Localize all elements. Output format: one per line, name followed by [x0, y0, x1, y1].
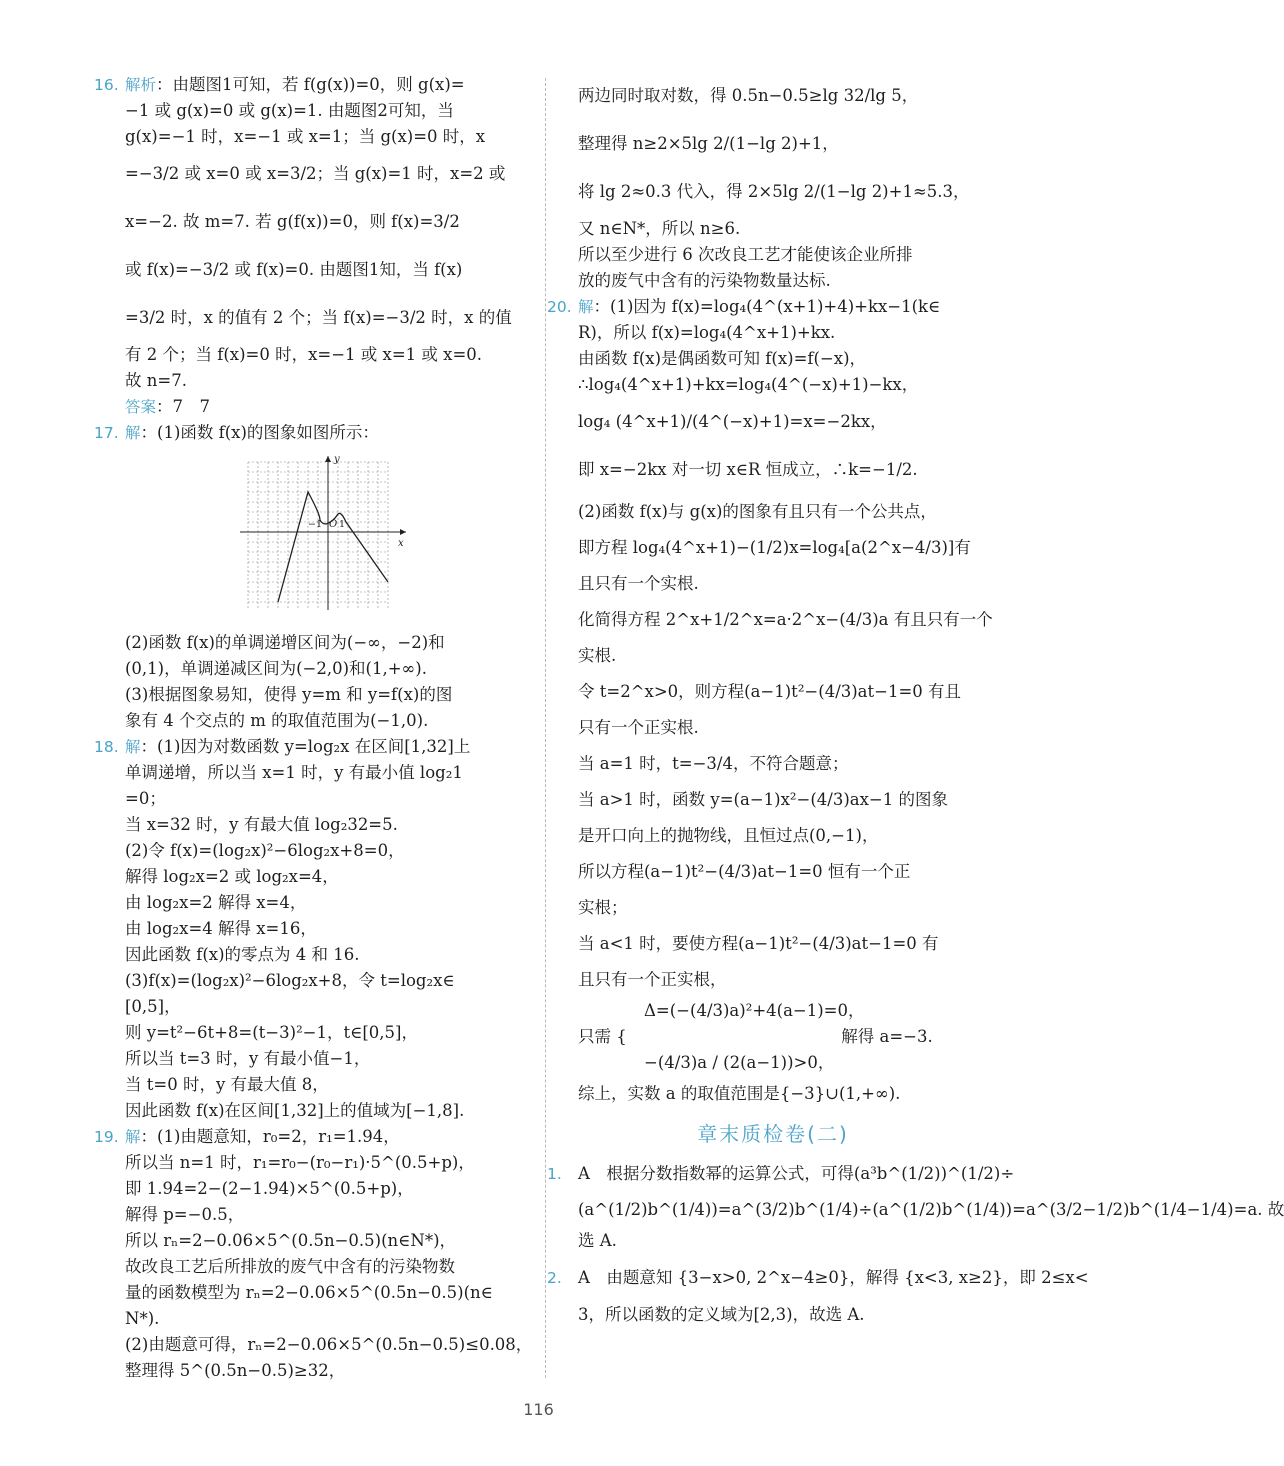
text-line: 象有 4 个交点的 m 的取值范围为(−1,0). [125, 711, 429, 730]
text-line: 由 log₂x=2 解得 x=4， [125, 893, 307, 912]
text-line: 当 a<1 时，要使方程(a−1)t²−(4/3)at−1=0 有 [578, 934, 939, 953]
text-line: 由函数 f(x)是偶函数可知 f(x)=f(−x)， [578, 349, 867, 368]
text-line: ：(1)因为对数函数 y=log₂x 在区间[1,32]上 [140, 737, 471, 756]
text-line: =−3/2 或 x=0 或 x=3/2；当 g(x)=1 时，x=2 或 [125, 164, 506, 183]
text-line: 由 log₂x=4 解得 x=16， [125, 919, 317, 938]
solution-tag: 解 [125, 1128, 141, 1146]
answer-tag: 答案 [125, 398, 157, 416]
question-1 [547, 1156, 1284, 1254]
text-line: 当 a>1 时，函数 y=(a−1)x²−(4/3)ax−1 的图象 [578, 790, 948, 809]
function-curve [278, 492, 388, 602]
text-line: 又 n∈N*，所以 n≥6. [578, 219, 741, 238]
text-line: 实根. [578, 646, 617, 665]
text-line: −1 或 g(x)=0 或 g(x)=1. 由题图2可知，当 [125, 101, 454, 120]
y-axis-label: y [334, 454, 340, 465]
problem-number: 20. [547, 298, 572, 316]
text-line: 3，所以函数的定义域为[2,3)，故选 A. [578, 1305, 865, 1324]
page-number: 116 [523, 1400, 554, 1419]
text-line: 化简得方程 2^x+1/2^x=a·2^x−(4/3)a 有且只有一个 [578, 610, 993, 629]
text-line: 放的废气中含有的污染物数量达标. [578, 271, 831, 290]
text-line: ：(1)因为 f(x)=log₄(4^(x+1)+4)+kx−1(k∈ [593, 297, 941, 316]
solution-tag: 解 [578, 298, 594, 316]
problem-17 [94, 420, 530, 734]
text-line: 当 t=0 时，y 有最大值 8， [125, 1075, 329, 1094]
text-line: 因此函数 f(x)在区间[1,32]上的值域为[−1,8]. [125, 1101, 465, 1120]
x-axis-label: x [398, 538, 404, 549]
text-line: 有 2 个；当 f(x)=0 时，x=−1 或 x=1 或 x=0. [125, 345, 483, 364]
text-line: N*). [125, 1309, 160, 1328]
text-line: (a^(1/2)b^(1/4))=a^(3/2)b^(1/4)÷(a^(1/2)b^(1/4))=a^(3/2−1/2)b^(1/4−1/4)=a. 故 [578, 1200, 1284, 1219]
tick-label: 1 [339, 519, 346, 530]
tick-label: −1 [308, 519, 323, 530]
column-divider [545, 78, 546, 1378]
text-line: 将 lg 2≈0.3 代入，得 2×5lg 2/(1−lg 2)+1≈5.3， [578, 182, 970, 201]
text-line: ：(1)函数 f(x)的图象如图所示： [140, 423, 379, 442]
text-line: 整理得 5^(0.5n−0.5)≥32， [125, 1361, 346, 1380]
text-line: ：(1)由题意知，r₀=2，r₁=1.94， [140, 1127, 400, 1146]
text-line: [0,5]， [125, 997, 181, 1016]
text-line: R)，所以 f(x)=log₄(4^x+1)+kx. [578, 323, 836, 342]
text-line: 且只有一个正实根， [578, 970, 727, 989]
question-2 [547, 1254, 1089, 1328]
text-line: 所以至少进行 6 次改良工艺才能使该企业所排 [578, 245, 913, 264]
text-line: 当 a=1 时，t=−3/4，不符合题意； [578, 754, 849, 773]
solution-tag: 解 [125, 424, 141, 442]
text-line: 量的函数模型为 rₙ=2−0.06×5^(0.5n−0.5)(n∈ [125, 1283, 493, 1302]
text-line: 所以 rₙ=2−0.06×5^(0.5n−0.5)(n∈N*)， [125, 1231, 457, 1250]
text-line: 即 x=−2kx 对一切 x∈R 恒成立，∴k=−1/2. [578, 460, 918, 479]
text-line: ：由题图1可知，若 f(g(x))=0，则 g(x)= [156, 75, 465, 94]
function-graph [238, 454, 410, 614]
text-line: 是开口向上的抛物线，且恒过点(0,−1)， [578, 826, 879, 845]
analysis-tag: 解析 [125, 76, 157, 94]
solution-tag: 解 [125, 738, 141, 756]
question-number: 2. [547, 1269, 562, 1287]
text-line: A 根据分数指数幂的运算公式，可得(a³b^(1/2))^(1/2)÷ [578, 1164, 1015, 1183]
text-line: 两边同时取对数，得 0.5n−0.5≥lg 32/lg 5， [578, 86, 919, 105]
problem-16 [94, 72, 530, 420]
problem-number: 17. [94, 424, 119, 442]
text-line: log₄ (4^x+1)/(4^(−x)+1)=x=−2kx， [578, 412, 887, 431]
text-line: 故 n=7. [125, 371, 187, 390]
text-line: 且只有一个实根. [578, 574, 699, 593]
text-line: A 由题意知 {3−x>0, 2^x−4≥0}，解得 {x<3, x≥2}，即 2≤x< [578, 1268, 1089, 1287]
text-line: 只有一个正实根. [578, 718, 699, 737]
equation-system-line: 只需 { 解得 a=−3. [578, 1027, 933, 1046]
text-line: ∴log₄(4^x+1)+kx=log₄(4^(−x)+1)−kx， [578, 375, 919, 394]
problem-19 [94, 1124, 533, 1384]
right-column [547, 72, 1284, 1328]
problem-number: 18. [94, 738, 119, 756]
problem-18 [94, 734, 530, 1124]
text-line: =3/2 时，x 的值有 2 个；当 f(x)=−3/2 时，x 的值 [125, 308, 512, 327]
text-line: 即 1.94=2−(2−1.94)×5^(0.5+p)， [125, 1179, 414, 1198]
y-axis-arrow [325, 456, 331, 462]
equation-system-line: Δ=(−(4/3)a)²+4(a−1)=0， [578, 1001, 865, 1020]
origin-label: O [329, 519, 338, 530]
text-line: 解得 log₂x=2 或 log₂x=4， [125, 867, 339, 886]
problem-number: 19. [94, 1128, 119, 1146]
text-line: (2)函数 f(x)与 g(x)的图象有且只有一个公共点， [578, 502, 937, 521]
text-line: g(x)=−1 时，x=−1 或 x=1；当 g(x)=0 时，x [125, 127, 486, 146]
text-line: 单调递增，所以当 x=1 时，y 有最小值 log₂1 [125, 763, 463, 782]
left-column [94, 72, 533, 1384]
text-line: 所以当 t=3 时，y 有最小值−1， [125, 1049, 371, 1068]
text-line: 则 y=t²−6t+8=(t−3)²−1，t∈[0,5]， [125, 1023, 418, 1042]
text-line: 即方程 log₄(4^x+1)−(1/2)x=log₄[a(2^x−4/3)]有 [578, 538, 971, 557]
text-line: (2)函数 f(x)的单调递增区间为(−∞，−2)和 [125, 633, 445, 652]
text-line: (3)根据图象易知，使得 y=m 和 y=f(x)的图 [125, 685, 453, 704]
problem-20 [547, 294, 993, 1112]
text-line: 综上，实数 a 的取值范围是{−3}∪(1,+∞). [578, 1084, 901, 1103]
graph-grid [248, 462, 388, 610]
problem-19-continued [578, 72, 988, 294]
answer-text: ：7 7 [156, 397, 211, 416]
text-line: 选 A. [578, 1231, 617, 1250]
problem-number: 16. [94, 76, 119, 94]
x-axis-arrow [400, 529, 406, 535]
text-line: 实根； [578, 898, 628, 917]
text-line: 令 t=2^x>0，则方程(a−1)t²−(4/3)at−1=0 有且 [578, 682, 962, 701]
equation-system-line: −(4/3)a / (2(a−1))>0， [578, 1053, 835, 1072]
text-line: =0； [125, 789, 166, 808]
text-line: 因此函数 f(x)的零点为 4 和 16. [125, 945, 360, 964]
text-line: 故改良工艺后所排放的废气中含有的污染物数 [125, 1257, 455, 1276]
text-line: 解得 p=−0.5， [125, 1205, 245, 1224]
section-title: 章末质检卷(二) [697, 1122, 849, 1146]
text-line: 所以当 n=1 时，r₁=r₀−(r₀−r₁)·5^(0.5+p)， [125, 1153, 475, 1172]
text-line: (2)令 f(x)=(log₂x)²−6log₂x+8=0， [125, 841, 405, 860]
text-line: 所以方程(a−1)t²−(4/3)at−1=0 恒有一个正 [578, 862, 911, 881]
text-line: (3)f(x)=(log₂x)²−6log₂x+8，令 t=log₂x∈ [125, 971, 455, 990]
question-number: 1. [547, 1165, 562, 1183]
text-line: (0,1)，单调递减区间为(−2,0)和(1,+∞). [125, 659, 427, 678]
text-line: (2)由题意可得，rₙ=2−0.06×5^(0.5n−0.5)≤0.08， [125, 1335, 533, 1354]
text-line: 当 x=32 时，y 有最大值 log₂32=5. [125, 815, 398, 834]
text-line: 或 f(x)=−3/2 或 f(x)=0. 由题图1知，当 f(x) [125, 260, 463, 279]
text-line: 整理得 n≥2×5lg 2/(1−lg 2)+1， [578, 134, 839, 153]
text-line: x=−2. 故 m=7. 若 g(f(x))=0，则 f(x)=3/2 [125, 212, 460, 231]
